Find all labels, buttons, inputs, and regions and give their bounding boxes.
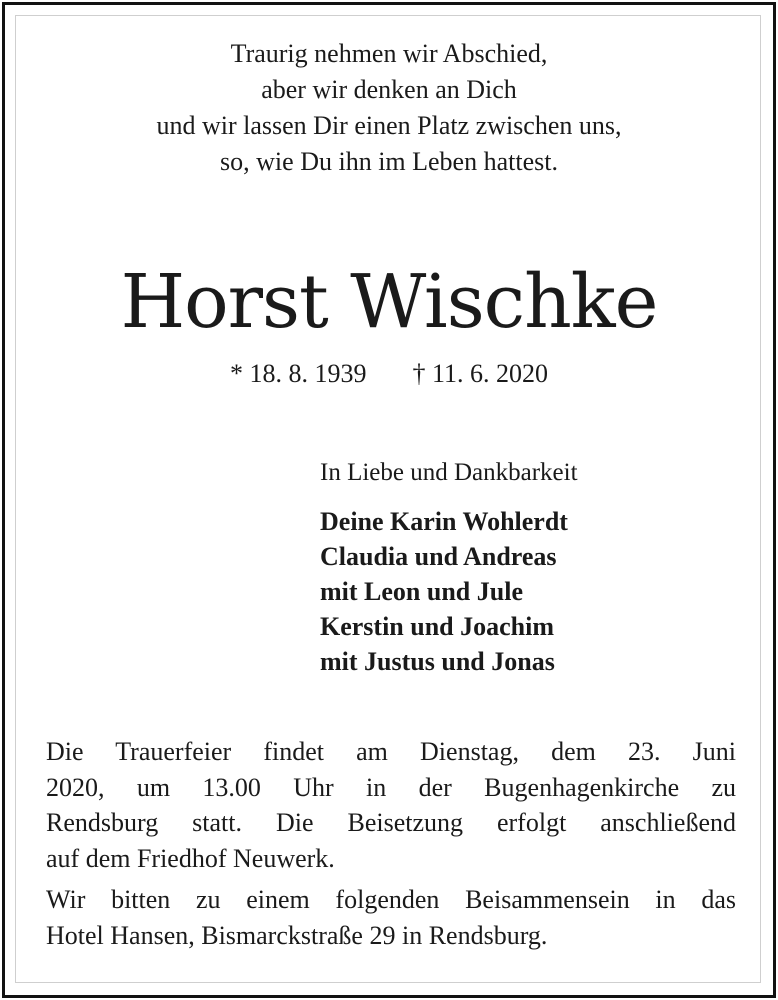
dedication-text: In Liebe und Dankbarkeit (320, 459, 578, 486)
funeral-info-line: Die Trauerfeier findet am Dienstag, dem 23. Juni (46, 737, 736, 766)
gathering-info-line: Hotel Hansen, Bismarckstraße 29 in Rendsburg. (46, 920, 548, 950)
poem-line: aber wir denken an Dich (261, 75, 517, 104)
funeral-info-line: auf dem Friedhof Neuwerk. (46, 843, 335, 873)
mourners-list (320, 504, 568, 679)
deceased-name: Horst Wischke (120, 259, 658, 345)
mourner-line: mit Justus und Jonas (320, 647, 555, 676)
gathering-info (46, 882, 736, 953)
mourner-line: Kerstin und Joachim (320, 612, 555, 641)
mourner-line: Claudia und Andreas (320, 542, 557, 571)
poem-line: so, wie Du ihn im Leben hattest. (220, 147, 558, 176)
life-dates (0, 356, 778, 392)
gathering-info-line: Wir bitten zu einem folgenden Beisammensein in das (46, 885, 736, 914)
birth-date: * 18. 8. 1939 (229, 359, 367, 388)
mourner-line: mit Leon und Jule (320, 577, 523, 606)
death-date: † 11. 6. 2020 (412, 359, 549, 388)
mourner-line: Deine Karin Wohlerdt (320, 507, 568, 536)
poem-line: und wir lassen Dir einen Platz zwischen uns, (156, 111, 622, 140)
funeral-info (46, 734, 736, 876)
funeral-info-line: 2020, um 13.00 Uhr in der Bugenhagenkirche zu (46, 772, 736, 802)
poem-line: Traurig nehmen wir Abschied, (230, 39, 548, 68)
opening-poem (0, 36, 778, 180)
funeral-info-line: Rendsburg statt. Die Beisetzung erfolgt anschließend (46, 808, 736, 837)
